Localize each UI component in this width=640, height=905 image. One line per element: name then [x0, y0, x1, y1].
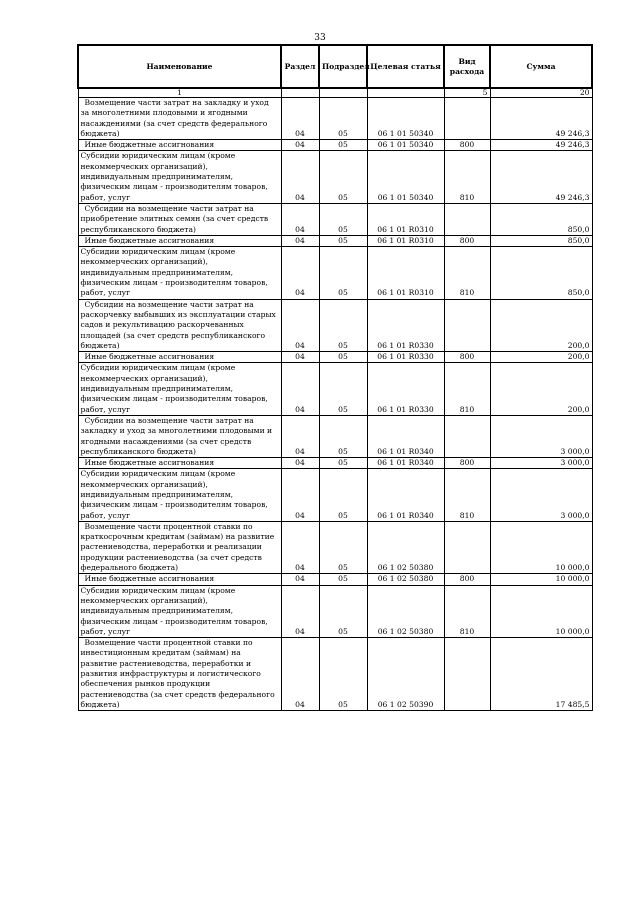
row-name: Возмещение части затрат на закладку и уход за многолетними плодовыми и ягодными насаждениями (за счет средств федерального бюджета): [78, 98, 281, 140]
row-podrazdel: 05: [319, 574, 367, 585]
row-name: Иные бюджетные ассигнования: [78, 458, 281, 469]
table-row: [78, 574, 592, 585]
table-header-row: [78, 45, 592, 88]
row-razdel: 04: [281, 415, 319, 457]
row-vid: 810: [444, 247, 490, 299]
row-summa: 200,0: [490, 363, 592, 415]
row-celevaya: 06 1 01 50340: [367, 151, 444, 203]
row-razdel: 04: [281, 521, 319, 573]
row-razdel: 04: [281, 299, 319, 351]
row-podrazdel: 05: [319, 415, 367, 457]
row-vid: [444, 521, 490, 573]
row-razdel: 04: [281, 235, 319, 246]
row-vid: 810: [444, 469, 490, 521]
row-razdel: 04: [281, 247, 319, 299]
row-podrazdel: 05: [319, 458, 367, 469]
row-celevaya: 06 1 02 50380: [367, 585, 444, 637]
table-row: [78, 415, 592, 457]
row-celevaya: 06 1 01 R0310: [367, 235, 444, 246]
row-vid: 800: [444, 458, 490, 469]
table-row: [78, 235, 592, 246]
colnum-name: 1: [78, 88, 281, 98]
row-summa: 3 000,0: [490, 415, 592, 457]
colnum-razdel: [281, 88, 319, 98]
row-celevaya: 06 1 01 R0330: [367, 352, 444, 363]
row-razdel: 04: [281, 458, 319, 469]
row-razdel: 04: [281, 352, 319, 363]
row-razdel: 04: [281, 151, 319, 203]
row-celevaya: 06 1 01 R0310: [367, 247, 444, 299]
row-summa: 3 000,0: [490, 469, 592, 521]
row-summa: 10 000,0: [490, 521, 592, 573]
colnum-summa: 20: [490, 88, 592, 98]
row-razdel: 04: [281, 574, 319, 585]
row-celevaya: 06 1 01 R0340: [367, 458, 444, 469]
row-vid: [444, 415, 490, 457]
table-row: [78, 458, 592, 469]
row-summa: 850,0: [490, 203, 592, 235]
row-razdel: 04: [281, 469, 319, 521]
row-celevaya: 06 1 01 R0340: [367, 415, 444, 457]
row-name: Субсидии юридическим лицам (кроме некоммерческих организаций), индивидуальным предпринимателям, физическим лицам - производителям товаров, работ, услуг: [78, 469, 281, 521]
table-row: [78, 638, 592, 711]
header-celevaya: Целевая статья: [367, 45, 444, 88]
row-name: Иные бюджетные ассигнования: [78, 235, 281, 246]
row-name: Субсидии юридическим лицам (кроме некоммерческих организаций), индивидуальным предпринимателям, физическим лицам - производителям товаров, работ, услуг: [78, 585, 281, 637]
row-celevaya: 06 1 01 R0330: [367, 299, 444, 351]
header-podrazdel: Подраздел: [319, 45, 367, 88]
row-razdel: 04: [281, 203, 319, 235]
page-number: 33: [314, 33, 326, 43]
row-vid: [444, 638, 490, 711]
row-podrazdel: 05: [319, 521, 367, 573]
row-vid: 800: [444, 235, 490, 246]
row-podrazdel: 05: [319, 247, 367, 299]
row-summa: 10 000,0: [490, 574, 592, 585]
row-razdel: 04: [281, 585, 319, 637]
table-row: [78, 98, 592, 140]
row-podrazdel: 05: [319, 638, 367, 711]
header-vid: Вид расхода: [444, 45, 490, 88]
row-celevaya: 06 1 02 50380: [367, 521, 444, 573]
row-podrazdel: 05: [319, 469, 367, 521]
row-vid: [444, 299, 490, 351]
row-podrazdel: 05: [319, 203, 367, 235]
row-celevaya: 06 1 01 R0340: [367, 469, 444, 521]
table-row: [78, 521, 592, 573]
row-podrazdel: 05: [319, 585, 367, 637]
row-celevaya: 06 1 01 50340: [367, 140, 444, 151]
row-name: Субсидии на возмещение части затрат на приобретение элитных семян (за счет средств республиканского бюджета): [78, 203, 281, 235]
row-celevaya: 06 1 01 R0310: [367, 203, 444, 235]
table-row: [78, 299, 592, 351]
row-vid: 810: [444, 585, 490, 637]
row-name: Субсидии юридическим лицам (кроме некоммерческих организаций), индивидуальным предпринимателям, физическим лицам - производителям товаров, работ, услуг: [78, 151, 281, 203]
row-razdel: 04: [281, 98, 319, 140]
row-name: Возмещение части процентной ставки по краткосрочным кредитам (займам) на развитие растениеводства, переработки и реализации продукции растениеводства (за счет средств федерального бюджета): [78, 521, 281, 573]
header-summa: Сумма: [490, 45, 592, 88]
row-name: Иные бюджетные ассигнования: [78, 352, 281, 363]
row-name: Иные бюджетные ассигнования: [78, 140, 281, 151]
row-celevaya: 06 1 02 50390: [367, 638, 444, 711]
column-number-row: [78, 88, 592, 98]
row-name: Субсидии юридическим лицам (кроме некоммерческих организаций), индивидуальным предпринимателям, физическим лицам - производителям товаров, работ, услуг: [78, 247, 281, 299]
colnum-podrazdel: [319, 88, 367, 98]
row-name: Субсидии юридическим лицам (кроме некоммерческих организаций), индивидуальным предпринимателям, физическим лицам - производителям товаров, работ, услуг: [78, 363, 281, 415]
row-podrazdel: 05: [319, 352, 367, 363]
row-celevaya: 06 1 01 50340: [367, 98, 444, 140]
table-row: [78, 585, 592, 637]
table-row: [78, 151, 592, 203]
budget-table: [77, 44, 593, 711]
row-vid: 800: [444, 574, 490, 585]
row-summa: 850,0: [490, 247, 592, 299]
row-celevaya: 06 1 01 R0330: [367, 363, 444, 415]
row-podrazdel: 05: [319, 235, 367, 246]
row-podrazdel: 05: [319, 98, 367, 140]
row-celevaya: 06 1 02 50380: [367, 574, 444, 585]
table-row: [78, 203, 592, 235]
row-summa: 17 485,5: [490, 638, 592, 711]
row-summa: 49 246,3: [490, 140, 592, 151]
row-podrazdel: 05: [319, 151, 367, 203]
row-summa: 10 000,0: [490, 585, 592, 637]
row-vid: 810: [444, 363, 490, 415]
row-vid: [444, 203, 490, 235]
colnum-celevaya: [367, 88, 444, 98]
row-name: Субсидии на возмещение части затрат на закладку и уход за многолетними плодовыми и ягодными насаждениями (за счет средств республиканского бюджета): [78, 415, 281, 457]
row-summa: 200,0: [490, 299, 592, 351]
row-podrazdel: 05: [319, 363, 367, 415]
row-razdel: 04: [281, 140, 319, 151]
header-name: Наименование: [78, 45, 281, 88]
row-name: Субсидии на возмещение части затрат на раскорчевку выбывших из эксплуатации старых садов и рекультивацию раскорчеванных площадей (за счет средств республиканского бюджета): [78, 299, 281, 351]
row-razdel: 04: [281, 363, 319, 415]
row-summa: 3 000,0: [490, 458, 592, 469]
row-summa: 850,0: [490, 235, 592, 246]
header-razdel: Раздел: [281, 45, 319, 88]
colnum-vid: 5: [444, 88, 490, 98]
row-summa: 49 246,3: [490, 151, 592, 203]
table-row: [78, 469, 592, 521]
table-row: [78, 140, 592, 151]
table-row: [78, 363, 592, 415]
row-vid: 800: [444, 352, 490, 363]
table-row: [78, 247, 592, 299]
row-vid: 800: [444, 140, 490, 151]
table-row: [78, 352, 592, 363]
row-vid: [444, 98, 490, 140]
row-summa: 200,0: [490, 352, 592, 363]
row-podrazdel: 05: [319, 140, 367, 151]
row-vid: 810: [444, 151, 490, 203]
row-name: Возмещение части процентной ставки по инвестиционным кредитам (займам) на развитие растениеводства, переработки и развития инфраструктуры и логистического обеспечения рынков продукции растениеводства (за счет средств федерального бюджета): [78, 638, 281, 711]
row-name: Иные бюджетные ассигнования: [78, 574, 281, 585]
row-razdel: 04: [281, 638, 319, 711]
row-podrazdel: 05: [319, 299, 367, 351]
row-summa: 49 246,3: [490, 98, 592, 140]
